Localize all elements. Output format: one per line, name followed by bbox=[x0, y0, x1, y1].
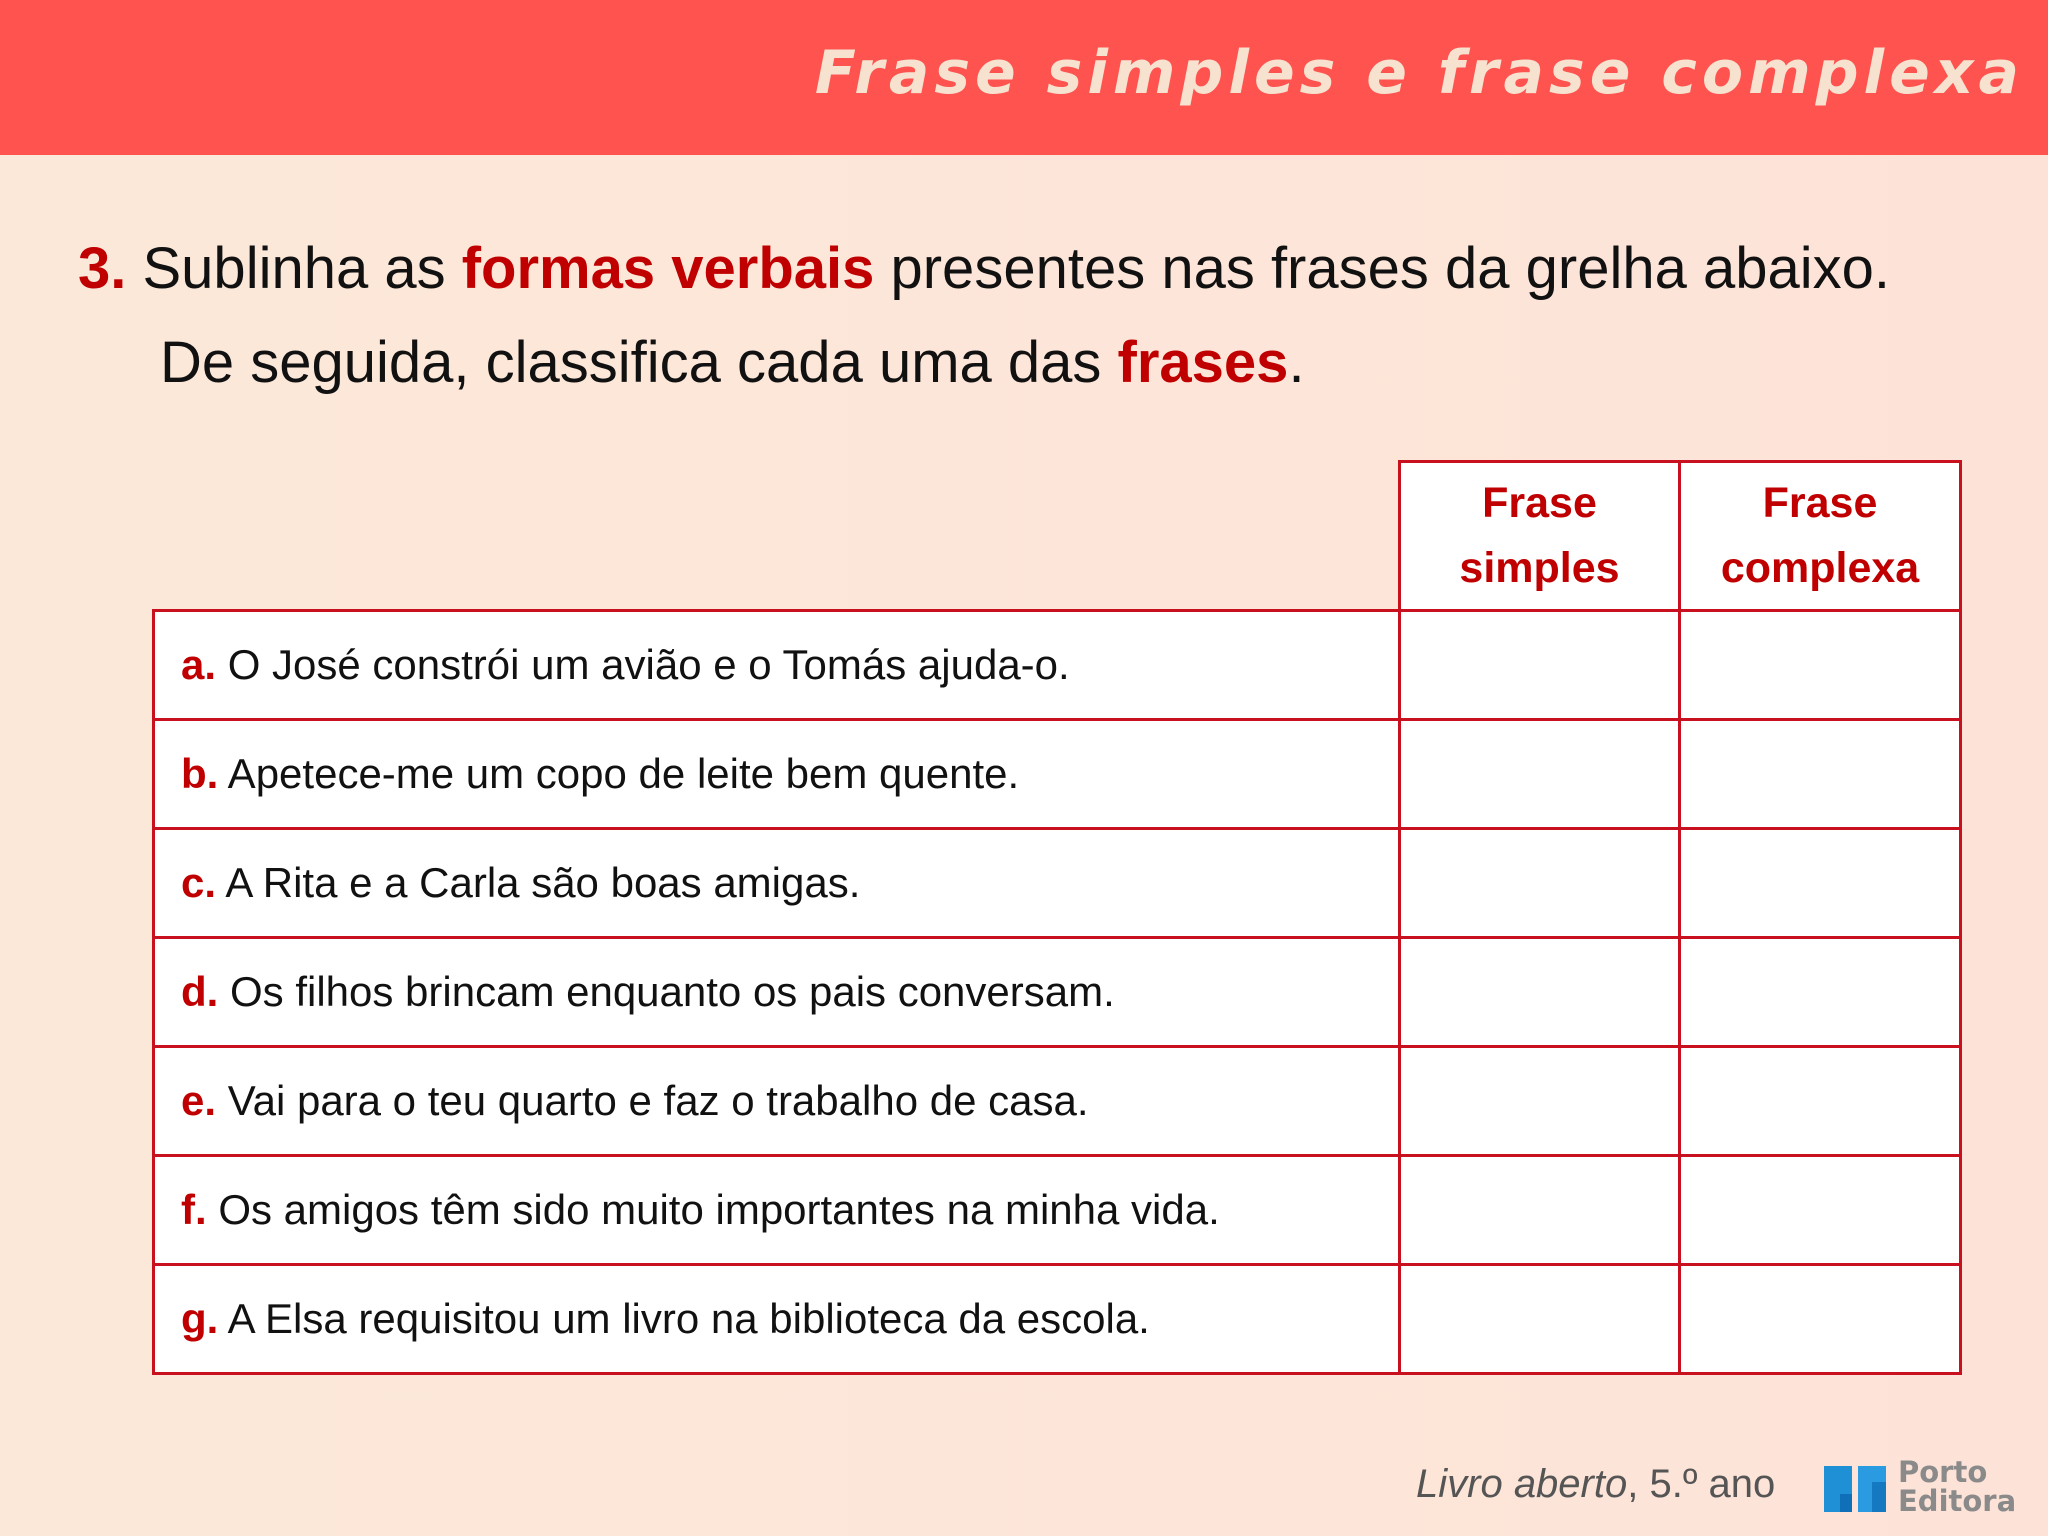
sentence-letter: e. bbox=[181, 1077, 217, 1124]
sentence-letter: f. bbox=[181, 1186, 207, 1233]
table-row bbox=[154, 611, 1961, 720]
sentence-text: A Elsa requisitou um livro na biblioteca da escola. bbox=[218, 1295, 1150, 1342]
answer-cell-complex-g[interactable] bbox=[1680, 1265, 1961, 1374]
logo-line2: Editora bbox=[1898, 1484, 2017, 1518]
sentence-letter: b. bbox=[181, 750, 219, 797]
page-title: Frase simples e frase complexa bbox=[814, 38, 2024, 108]
answer-cell-complex-d[interactable] bbox=[1680, 938, 1961, 1047]
table-header-blank bbox=[154, 462, 1400, 611]
table-row bbox=[154, 1265, 1961, 1374]
instruction-text-3: De seguida, classifica cada uma das bbox=[160, 330, 1118, 395]
classification-table bbox=[152, 460, 1962, 1375]
sentence-letter: c. bbox=[181, 859, 217, 906]
column-header-complex-line2: complexa bbox=[1720, 544, 1920, 592]
publisher-mark-icon bbox=[1822, 1460, 1890, 1516]
table-row bbox=[154, 1047, 1961, 1156]
answer-cell-simple-d[interactable] bbox=[1400, 938, 1680, 1047]
footer-grade: , 5.º ano bbox=[1627, 1462, 1776, 1506]
sentence-cell-e bbox=[154, 1047, 1400, 1156]
instruction-line-2 bbox=[78, 316, 1890, 410]
table-row bbox=[154, 938, 1961, 1047]
answer-cell-simple-f[interactable] bbox=[1400, 1156, 1680, 1265]
sentence-cell-b bbox=[154, 720, 1400, 829]
column-header-simple-line2: simples bbox=[1459, 544, 1620, 592]
instruction-text-4: . bbox=[1288, 330, 1305, 395]
instruction-text-1: Sublinha as bbox=[126, 236, 462, 301]
table-row bbox=[154, 829, 1961, 938]
answer-cell-simple-e[interactable] bbox=[1400, 1047, 1680, 1156]
logo-wordmark bbox=[1898, 1455, 2017, 1518]
sentence-cell-c bbox=[154, 829, 1400, 938]
sentence-cell-d bbox=[154, 938, 1400, 1047]
column-header-complex-sentence bbox=[1680, 462, 1961, 611]
answer-cell-complex-f[interactable] bbox=[1680, 1156, 1961, 1265]
column-header-complex-line1: Frase bbox=[1762, 479, 1878, 527]
sentence-text: O José constrói um avião e o Tomás ajuda-o. bbox=[216, 641, 1070, 688]
porto-editora-logo-icon bbox=[1822, 1455, 2017, 1520]
sentence-letter: a. bbox=[181, 641, 217, 688]
exercise-number: 3. bbox=[78, 236, 127, 301]
header-band bbox=[0, 0, 2048, 155]
sentence-cell-a bbox=[154, 611, 1400, 720]
instruction-highlight-sentences: frases bbox=[1117, 330, 1289, 395]
answer-cell-complex-a[interactable] bbox=[1680, 611, 1961, 720]
sentence-letter: g. bbox=[181, 1295, 219, 1342]
answer-cell-simple-a[interactable] bbox=[1400, 611, 1680, 720]
table-row bbox=[154, 1156, 1961, 1265]
answer-cell-simple-g[interactable] bbox=[1400, 1265, 1680, 1374]
sentence-text: Os amigos têm sido muito importantes na minha vida. bbox=[206, 1186, 1220, 1233]
answer-cell-simple-b[interactable] bbox=[1400, 720, 1680, 829]
instruction-highlight-verbal-forms: formas verbais bbox=[461, 236, 875, 301]
table-row bbox=[154, 720, 1961, 829]
table-header-row bbox=[154, 462, 1961, 611]
column-header-simple-sentence bbox=[1400, 462, 1680, 611]
instruction-text-2: presentes nas frases da grelha abaixo. bbox=[874, 236, 1890, 301]
footer-credit bbox=[1416, 1462, 1775, 1507]
sentence-text: Vai para o teu quarto e faz o trabalho de casa. bbox=[216, 1077, 1089, 1124]
sentence-text: A Rita e a Carla são boas amigas. bbox=[216, 859, 861, 906]
sentence-letter: d. bbox=[181, 968, 219, 1015]
sentence-cell-f bbox=[154, 1156, 1400, 1265]
footer-book-title: Livro aberto bbox=[1416, 1462, 1628, 1506]
answer-cell-complex-c[interactable] bbox=[1680, 829, 1961, 938]
answer-cell-complex-e[interactable] bbox=[1680, 1047, 1961, 1156]
logo-line1: Porto bbox=[1898, 1455, 1988, 1489]
sentence-text: Apetece-me um copo de leite bem quente. bbox=[218, 750, 1020, 797]
answer-cell-complex-b[interactable] bbox=[1680, 720, 1961, 829]
exercise-instruction bbox=[78, 222, 1890, 410]
column-header-simple-line1: Frase bbox=[1482, 479, 1597, 527]
answer-cell-simple-c[interactable] bbox=[1400, 829, 1680, 938]
sentence-text: Os filhos brincam enquanto os pais conversam. bbox=[218, 968, 1115, 1015]
sentence-cell-g bbox=[154, 1265, 1400, 1374]
